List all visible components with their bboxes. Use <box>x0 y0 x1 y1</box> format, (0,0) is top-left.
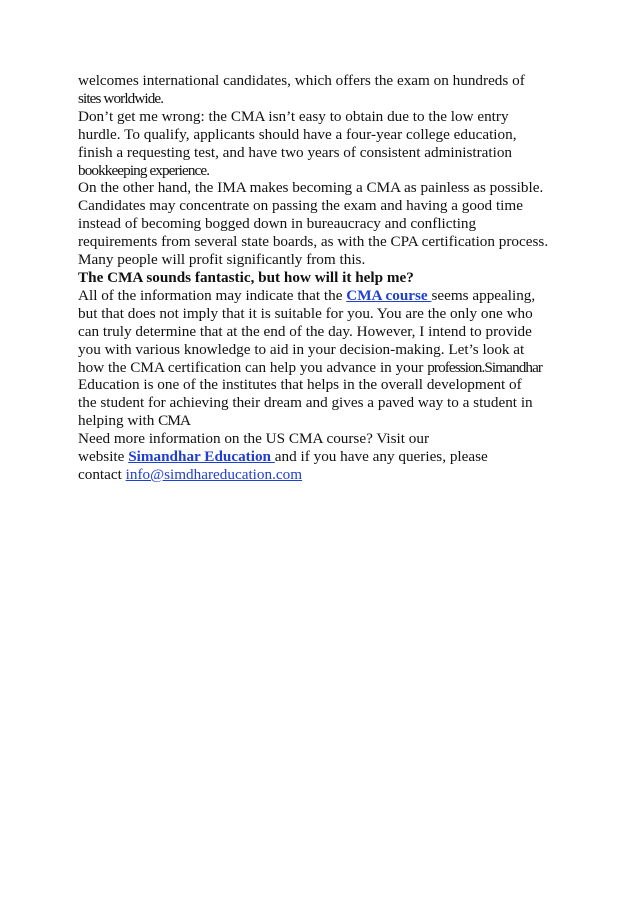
contact-email-link[interactable]: info@simdhareducation.com <box>125 465 303 483</box>
paragraph-exam-sites <box>78 72 568 108</box>
paragraph-entry-hurdle <box>78 108 568 180</box>
text-line <box>78 448 568 466</box>
text-line: Need more information on the US CMA course? Visit our <box>78 430 430 448</box>
text-line: requirements from several state boards, as with the CPA certification process. <box>78 233 549 251</box>
text-line: finish a requesting test, and have two years of consistent administration <box>78 143 513 161</box>
paragraph-more-info <box>78 430 568 484</box>
text-line: can truly determine that at the end of the day. However, I intend to provide <box>78 322 532 340</box>
text-segment: helping with <box>78 412 159 430</box>
section-heading: The CMA sounds fantastic, but how will it help me? <box>78 268 414 286</box>
simandhar-education-link[interactable]: Simandhar Education <box>128 448 275 466</box>
text-line: but that does not imply that it is suitable for you. You are the only one who <box>78 304 533 322</box>
text-line: sites worldwide. <box>78 89 164 107</box>
text-line: the student for achieving their dream and gives a paved way to a student in <box>78 394 533 412</box>
text-line <box>78 359 568 377</box>
text-segment: contact <box>78 465 126 483</box>
paragraph-cma-course <box>78 287 568 430</box>
cma-course-link[interactable]: CMA course <box>346 286 432 304</box>
text-line: Many people will profit significantly from this. <box>78 251 366 269</box>
document-page <box>78 72 568 484</box>
text-line: Candidates may concentrate on passing the exam and having a good time <box>78 197 523 215</box>
text-line <box>78 287 568 305</box>
text-line: On the other hand, the IMA makes becoming a CMA as painless as possible. <box>78 179 544 197</box>
text-line: welcomes international candidates, which offers the exam on hundreds of <box>78 72 525 89</box>
text-segment: website <box>78 448 129 466</box>
text-segment: All of the information may indicate that the <box>78 286 347 304</box>
text-segment: seems appealing, <box>431 286 536 304</box>
text-line <box>78 466 568 484</box>
text-segment: how the CMA certification can help you advance in your <box>78 358 428 376</box>
text-segment: and if you have any queries, please <box>274 448 488 466</box>
text-segment: profession.Simandhar <box>427 358 543 376</box>
paragraph-ima <box>78 179 568 269</box>
text-line: you with various knowledge to aid in your decision-making. Let’s look at <box>78 340 525 358</box>
text-line: Don’t get me wrong: the CMA isn’t easy to obtain due to the low entry <box>78 107 509 125</box>
text-line: instead of becoming bogged down in bureaucracy and conflicting <box>78 215 477 233</box>
text-line: bookkeeping experience. <box>78 161 210 179</box>
text-line: hurdle. To qualify, applicants should have a four-year college education, <box>78 125 517 143</box>
text-line <box>78 412 568 430</box>
text-segment: CMA <box>158 412 191 430</box>
text-line: Education is one of the institutes that helps in the overall development of <box>78 376 522 394</box>
